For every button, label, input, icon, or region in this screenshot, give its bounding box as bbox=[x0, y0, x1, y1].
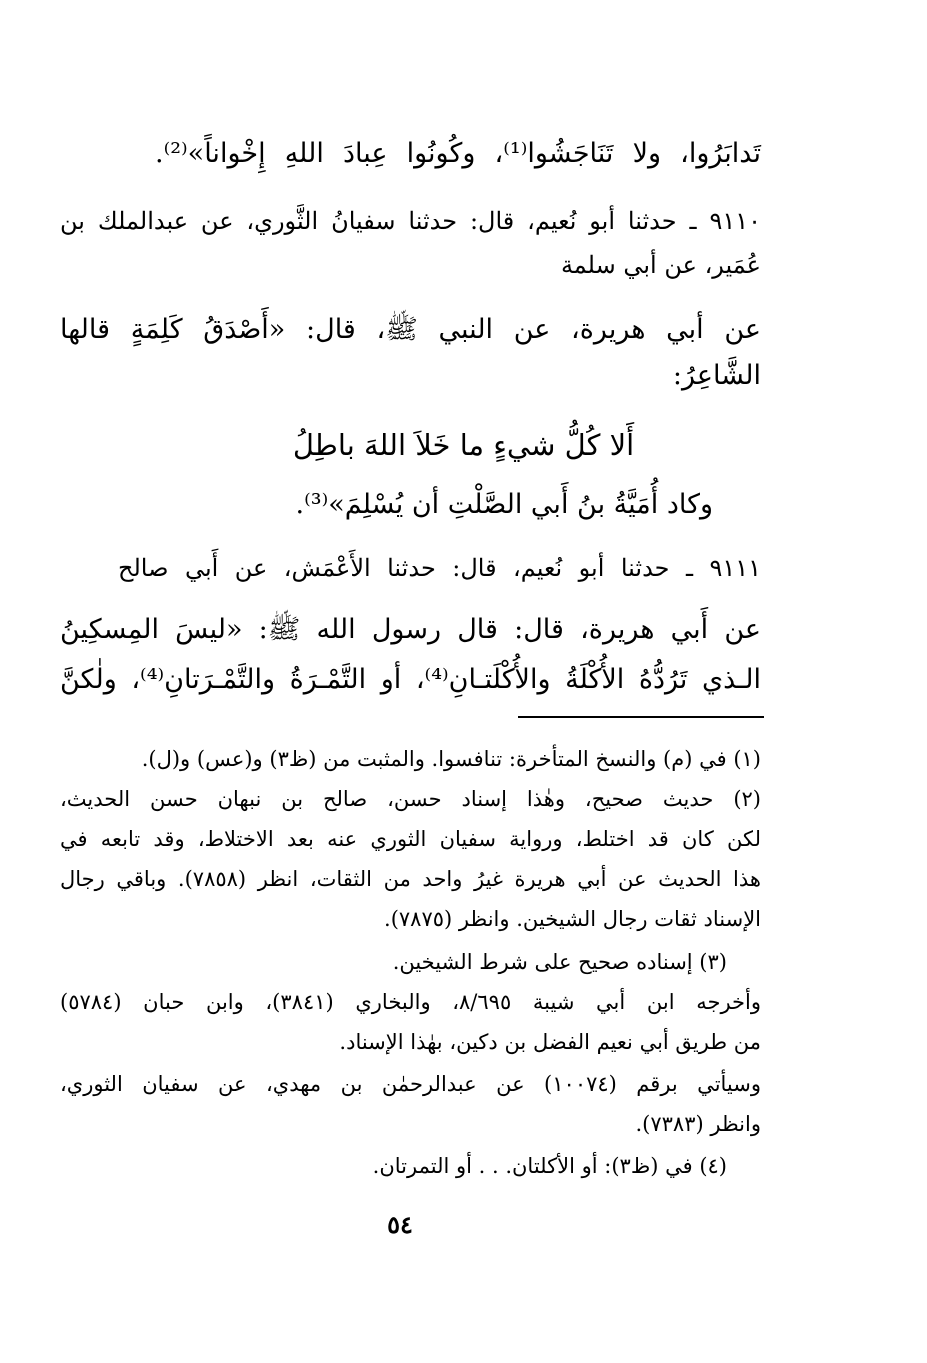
main-line: الشَّاعِرُ: bbox=[672, 360, 761, 391]
page-number: ٥٤ bbox=[387, 1210, 413, 1239]
main-line: الـذي تَرُدُّهُ الأُكْلَةُ والأُكْلَتـانِ⁽⁴⁾، أو التَّمْـرَةُ والتَّمْـرَتانِ⁽⁴⁾، ولٰكنَّ bbox=[60, 664, 761, 695]
footnote-line: (٣) إسناده صحيح على شرط الشيخين. bbox=[392, 950, 727, 974]
main-line: تَدابَرُوا، ولا تَنَاجَشُوا⁽¹⁾، وكُونُوا عِبادَ اللهِ إِخْواناً»⁽²⁾. bbox=[155, 138, 761, 169]
main-line: ٩١١٠ ـ حدثنا أبو نُعيم، قال: حدثنا سفيانُ الثَّوري، عن عبدالملك بن bbox=[60, 207, 761, 235]
footnote-line: وانظر (٧٣٨٣). bbox=[635, 1112, 761, 1136]
footnote-line: الإسناد ثقات رجال الشيخين. وانظر (٧٨٧٥). bbox=[384, 907, 761, 931]
footnote-line: (٤) في (ظ٣): أو الأكلتان. . . أو التمرتان. bbox=[372, 1154, 727, 1178]
footnote-line: لكن كان قد اختلط، ورواية سفيان الثوري عنه بعد الاختلاط، وقد تابعه في bbox=[60, 827, 761, 851]
main-line: ٩١١١ ـ حدثنا أبو نُعيم، قال: حدثنا الأَعْمَش، عن أَبي صالح bbox=[118, 554, 761, 582]
footnote-line: وأخرجه ابن أبي شيبة ٨/٦٩٥، والبخاري (٣٨٤١)، وابن حبان (٥٧٨٤) bbox=[60, 990, 761, 1014]
footnote-line: من طريق أبي نعيم الفضل بن دكين، بهٰذا الإسناد. bbox=[339, 1030, 761, 1054]
footnote-line: (٢) حديث صحيح، وهٰذا إسناد حسن، صالح بن نبهان حسن الحديث، bbox=[60, 787, 761, 811]
main-line: عن أبي هريرة، عن النبي ﷺ، قال: «أَصْدَقُ كَلِمَةٍ قالها bbox=[60, 314, 761, 345]
footnote-separator bbox=[518, 716, 764, 718]
poem-verse: أَلا كُلُّ شيءٍ ما خَلاَ اللهَ باطِلُ bbox=[292, 428, 635, 462]
main-line: عن أَبي هريرة، قال: قال رسول الله ﷺ: «ليسَ المِسكِينُ bbox=[60, 614, 761, 645]
footnote-line: (١) في (م) والنسخ المتأخرة: تنافسوا. والمثبت من (ظ٣) و(عس) و(ل). bbox=[141, 747, 761, 771]
footnote-line: هذا الحديث عن أبي هريرة غيرُ واحد من الثقات، انظر (٧٨٥٨). وباقي رجال bbox=[60, 867, 761, 891]
footnote-line: وسيأتي برقم (١٠٠٧٤) عن عبدالرحمٰن بن مهدي، عن سفيان الثوري، bbox=[60, 1072, 762, 1096]
main-line: وكاد أُمَيَّةُ بنُ أَبي الصَّلْتِ أن يُسْلِمَ»⁽³⁾. bbox=[295, 489, 713, 520]
main-line: عُمَير، عن أبي سلمة bbox=[560, 251, 761, 279]
